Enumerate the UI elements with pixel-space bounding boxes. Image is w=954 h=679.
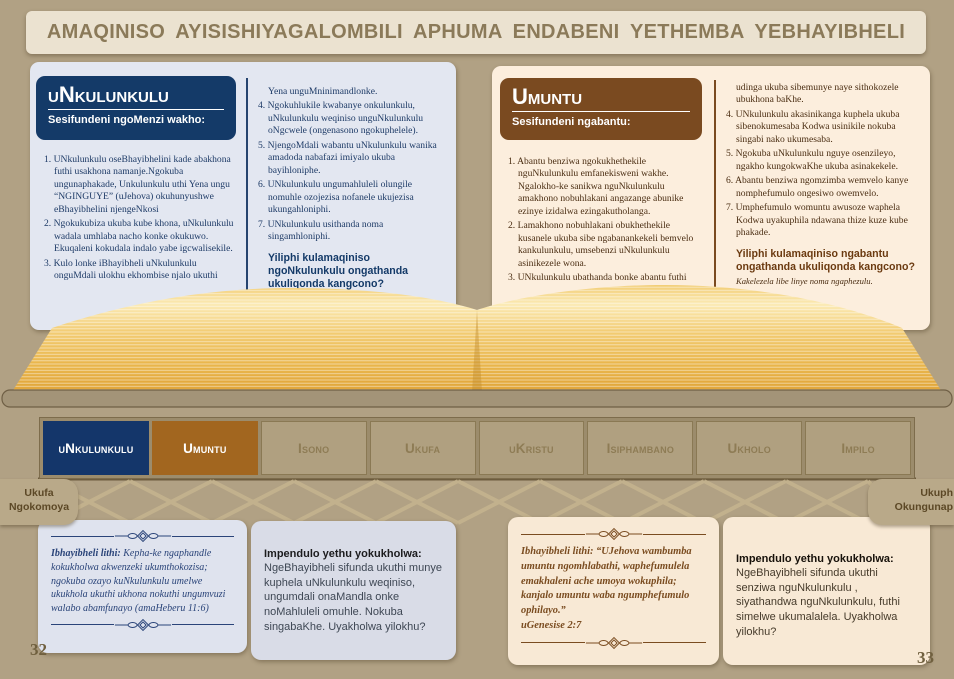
section-title: Umuntu [512, 85, 690, 112]
list-item-continuation: Yena unguMninimandlonke. [268, 86, 378, 97]
knot-ornament-icon [585, 636, 643, 650]
chapter-nav-bar [40, 418, 914, 478]
section-title: uNkulunkulu [48, 83, 224, 110]
tab-label: uKristu [509, 440, 554, 456]
ornament-divider [51, 618, 234, 632]
tab-unkulunkulu [43, 421, 149, 475]
list-item: 3. Kulo lonke iBhayibheli uNkulunkulu onguMdali ulokhu ekhombise njalo ukuthi [44, 257, 218, 282]
tab-ukristu [479, 421, 585, 475]
scripture-quote-text [51, 547, 234, 616]
tab-label: Ukholo [727, 440, 771, 456]
list-item: 4. Ngokuhlukile kwabanye onkulunkulu, uNkulunkulu weqiniso unguNkulunkulu oNgcwele (ongenasono ngokuphelele). [258, 100, 424, 137]
circle-instruction: Kakelezela libe linye noma ngaphezulu. [736, 276, 873, 287]
quote-text: “UJehova wambumba umuntu ngomhlabathi, waphefumulela emakhaleni ache umoya wokuphila; kanjalo umuntu waba ngumphefumulo ophilayo.” [521, 546, 692, 617]
side-tab-label: Ukuph Okungunap [894, 487, 953, 514]
list-item: 7. UNkulunkulu usithanda noma singamhloniphi. [258, 218, 384, 243]
right-panel-column-1 [508, 156, 704, 287]
title-banner [26, 11, 926, 54]
tab-label: Isiphambano [606, 440, 675, 456]
list-item: 4. UNkulunkulu akasinikanga kuphela ukuba sibenokumesaba Kodwa usinikile nokuba singabi nako ukumesaba. [726, 108, 900, 145]
ornament-divider [521, 636, 706, 650]
scripture-reference: uGenesise 2:7 [521, 619, 582, 631]
answer-text: NgeBhayibheli sifunda ukuthi munye kuphela uNkulunkulu weqiniso, ungumdali onaMandla onke noMahluleli omuhle. Nokuba singabaKhe. Uyakholwa yilokhu? [264, 562, 442, 633]
list-item: 1. Abantu benziwa ngokukhethekile nguNkulunkulu emfanekisweni wakhe. Ngalokho-ke sanikwa nguNkulunkulu amakhono nobuhlakani angazange abunike ezinye izidalwa ezingakutholanga. [508, 156, 684, 217]
reflection-question: Yiliphi kulamaqiniso ngoNkulunkulu ongathanda ukuliqonda kangcono? [268, 251, 409, 291]
answer-title: Impendulo yethu yokukholwa: [264, 548, 422, 560]
quote-text: Kepha-ke ngaphandle kokukholwa akwenzeki ukumthokozisa; ngokuba ozayo kuNkulunkulu umelwe ukukhola ukuthi ukhona nokuthi ungumvuzi walabo abamfunayo (amaHeberu 11:6) [51, 548, 226, 615]
tab-isono [261, 421, 367, 475]
tab-label: Ukufa [404, 440, 441, 456]
list-item: 7. Umphefumulo womuntu awusoze waphela Kodwa uyakuphila ndawana thize kuze kube phakade. [726, 202, 908, 239]
section-subtitle: Sesifundeni ngabantu: [512, 116, 631, 129]
list-item-continuation: udinga ukuba sibemunye naye sithokozele ubukhona baKhe. [736, 82, 899, 106]
scripture-quote-text [521, 545, 706, 634]
knot-ornament-icon [585, 527, 643, 541]
list-item: 2. Ngokukubiza ukuba kube khona, uNkulunkulu wadala umhlaba nacho konke okukuwo. Ekuqaleni kokudala indalo yabe igcwalisekile. [44, 218, 234, 255]
knot-ornament-icon [114, 529, 172, 543]
quote-label: Ibhayibheli lithi: [51, 548, 121, 559]
left-panel-column-2 [258, 86, 446, 305]
answer-box-left [251, 521, 456, 660]
right-panel-column-2 [726, 82, 918, 287]
list-item: 3. UNkulunkulu ubathanda bonke abantu futhi [508, 272, 687, 284]
side-tab-ukufa-ngokomoya [0, 479, 78, 525]
tab-label: Impilo [841, 440, 875, 456]
page-number-right: 33 [917, 648, 934, 667]
tab-impilo [805, 421, 911, 475]
list-item: 1. UNkulunkulu oseBhayibhelini kade abakhona futhi usakhona namanje.Ngokuba ungunaphakade, Unkulunkulu uthi Yena ungu “NGINGUYE” (uJehova) okuhunyushwe eBhayibhelini njengeNkosi [44, 154, 231, 215]
page-number-left: 32 [30, 640, 47, 659]
open-book-illustration [0, 276, 954, 416]
tab-label: Umuntu [183, 440, 227, 456]
scripture-quote-box-right [508, 517, 719, 665]
left-panel-column-1 [44, 154, 236, 285]
tab-ukholo [696, 421, 802, 475]
tab-ukufa [370, 421, 476, 475]
section-header-umuntu [500, 78, 702, 140]
section-subtitle: Sesifundeni ngoMenzi wakho: [48, 114, 206, 127]
tab-umuntu [152, 421, 258, 475]
ornament-divider [51, 529, 234, 543]
list-item: 2. Lamakhono nobuhlakani obukhethekile kusanele ukuba sibe ngabanankekeli bemvelo kankulunkulu, umsebenzi uNkulunkulu asinikezele wona. [508, 220, 694, 269]
quote-label: Ibhayibheli lithi: [521, 546, 594, 557]
side-tab-ukuphila [868, 479, 954, 525]
list-item: 6. UNkulunkulu ungumahluleli olungile nomuhle ozojezisa nofanele ukujezisa ukungahloniphi. [258, 179, 414, 216]
page-title: AMAQINISO AYISISHIYAGALOMBILI APHUMA ENDABENI YETHEMBA YEBHAYIBHELI [46, 21, 906, 43]
answer-title: Impendulo yethu yokukholwa: [736, 553, 894, 565]
answer-text: NgeBhayibheli sifunda ukuthi senziwa nguNkulunkulu , siyathandwa nguNkulunkulu, futhi simelwe ukumalalela. Uyakholwa yilokhu? [736, 567, 900, 638]
list-item: 5. Ngokuba uNkulunkulu nguye osenzileyo, ngakho kungokwaKhe ukuba asinakekele. [726, 148, 898, 172]
list-item: 6. Abantu benziwa ngomzimba wemvelo kanye nomphefumulo ongesiwo owemvelo. [726, 175, 909, 199]
knot-ornament-icon [114, 618, 172, 632]
tab-isiphambano [587, 421, 693, 475]
reflection-question: Yiliphi kulamaqiniso ngabantu ongathanda ukuliqonda kangcono? [736, 247, 915, 273]
answer-box-right [723, 517, 930, 665]
scripture-quote-box-left [38, 520, 247, 653]
ornament-divider [521, 527, 706, 541]
list-item: 5. NjengoMdali wabantu uNkulunkulu wanika amadoda nabafazi imiyalo ukuba bayihloniphe. [258, 139, 437, 176]
tab-label: Isono [298, 440, 330, 456]
side-tab-label: Ukufa Ngokomoya [8, 487, 70, 514]
tab-label: uNkulunkulu [58, 440, 134, 456]
section-header-unkulunkulu [36, 76, 236, 140]
